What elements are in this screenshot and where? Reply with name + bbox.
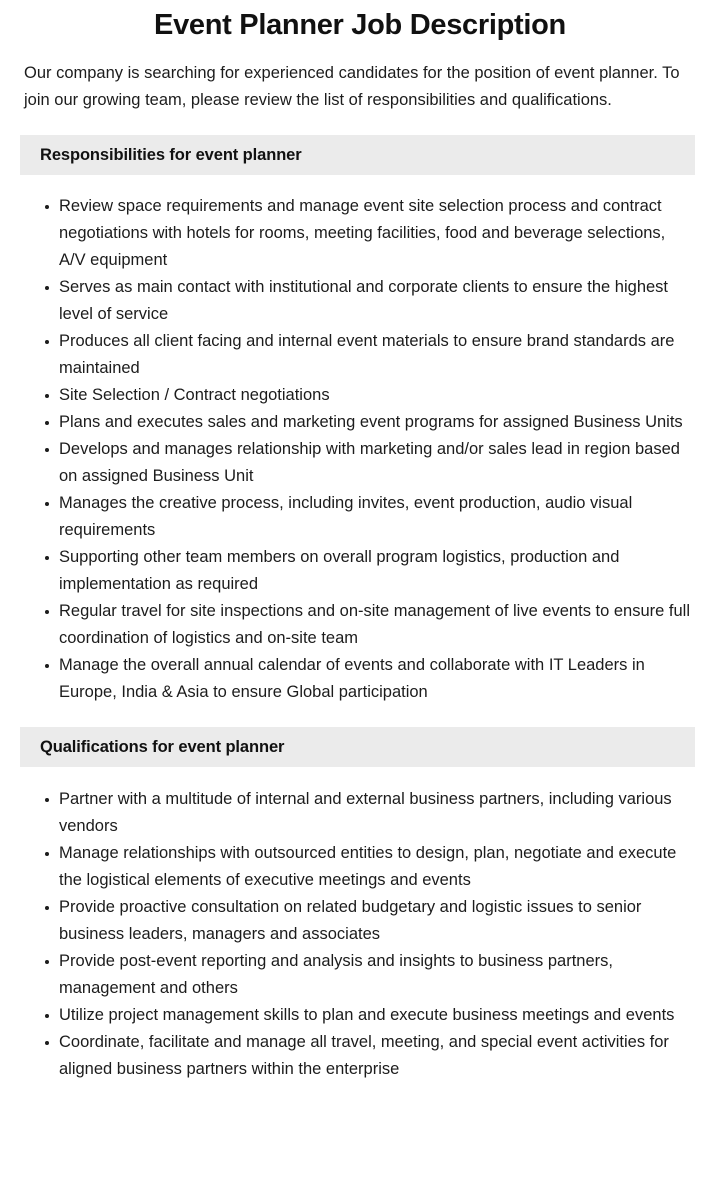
list-item: Manages the creative process, including invites, event production, audio visual requirements <box>0 490 695 544</box>
list-item: Supporting other team members on overall program logistics, production and implementation as required <box>0 544 695 598</box>
responsibilities-list <box>0 175 720 706</box>
qualifications-list <box>0 767 720 1083</box>
list-item: Review space requirements and manage event site selection process and contract negotiations with hotels for rooms, meeting facilities, food and beverage selections, A/V equipment <box>0 193 695 274</box>
list-item: Regular travel for site inspections and on-site management of live events to ensure full coordination of logistics and on-site team <box>0 598 695 652</box>
section-qualifications <box>0 727 720 1083</box>
section-header-qualifications <box>20 727 695 767</box>
section-heading-text: Qualifications for event planner <box>40 737 285 756</box>
list-item: Produces all client facing and internal event materials to ensure brand standards are maintained <box>0 328 695 382</box>
list-item: Manage relationships with outsourced entities to design, plan, negotiate and execute the logistical elements of executive meetings and events <box>0 840 695 894</box>
page-bottom-spacer <box>0 1083 720 1109</box>
list-item: Partner with a multitude of internal and external business partners, including various vendors <box>0 786 695 840</box>
list-item: Provide post-event reporting and analysis and insights to business partners, management and others <box>0 948 695 1002</box>
section-heading-text: Responsibilities for event planner <box>40 145 302 164</box>
list-item: Serves as main contact with institutional and corporate clients to ensure the highest level of service <box>0 274 695 328</box>
page-title: Event Planner Job Description <box>154 9 566 41</box>
list-item: Develops and manages relationship with marketing and/or sales lead in region based on assigned Business Unit <box>0 436 695 490</box>
list-item: Coordinate, facilitate and manage all travel, meeting, and special event activities for aligned business partners within the enterprise <box>0 1029 695 1083</box>
list-item: Site Selection / Contract negotiations <box>0 382 695 409</box>
list-item: Utilize project management skills to plan and execute business meetings and events <box>0 1002 695 1029</box>
list-item: Provide proactive consultation on related budgetary and logistic issues to senior business leaders, managers and associates <box>0 894 695 948</box>
section-responsibilities <box>0 135 720 706</box>
intro-paragraph: Our company is searching for experienced candidates for the position of event planner. To join our growing team, please review the list of responsibilities and qualifications. <box>24 64 680 109</box>
list-item: Plans and executes sales and marketing event programs for assigned Business Units <box>0 409 695 436</box>
section-header-responsibilities <box>20 135 695 175</box>
list-item: Manage the overall annual calendar of events and collaborate with IT Leaders in Europe, India & Asia to ensure Global participation <box>0 652 695 706</box>
